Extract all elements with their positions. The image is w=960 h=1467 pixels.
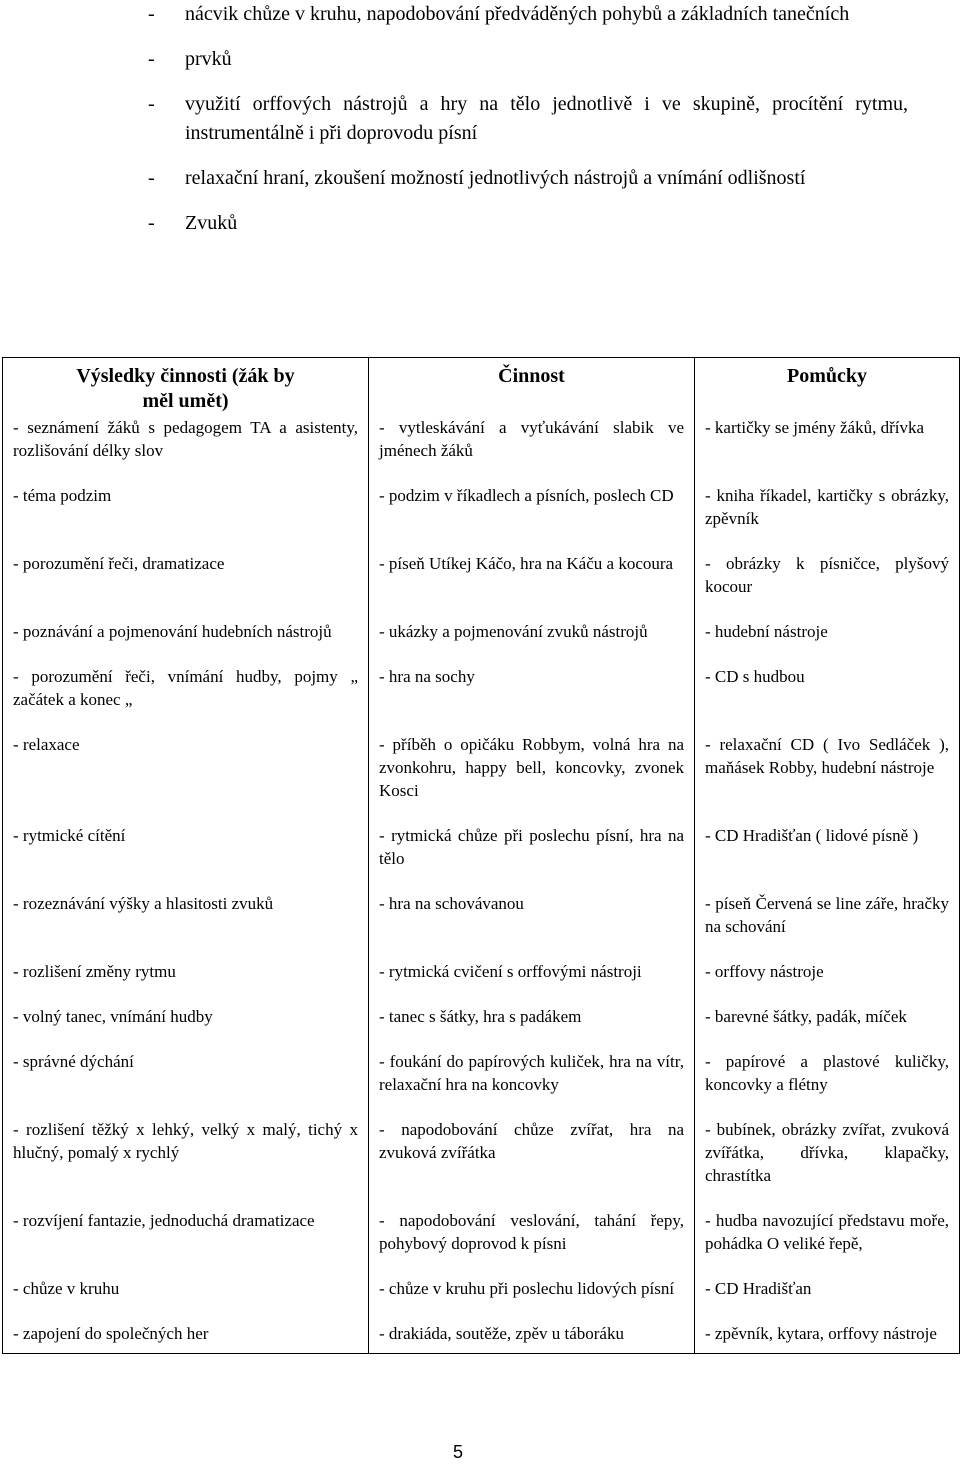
- bullet-item: [148, 209, 908, 238]
- table-row: [3, 484, 960, 552]
- cell-activity: - napodobování veslování, tahání řepy, pohybový doprovod k písni: [369, 1209, 695, 1277]
- cell-result: - zapojení do společných her: [3, 1322, 369, 1354]
- cell-aids: - zpěvník, kytara, orffovy nástroje: [695, 1322, 960, 1354]
- page-number: 5: [453, 1442, 464, 1462]
- table-row: [3, 620, 960, 665]
- cell-activity: - rytmická cvičení s orffovými nástroji: [369, 960, 695, 1005]
- cell-aids: - hudební nástroje: [695, 620, 960, 665]
- cell-activity: - rytmická chůze při poslechu písní, hra na tělo: [369, 824, 695, 892]
- cell-activity: - chůze v kruhu při poslechu lidových písní: [369, 1277, 695, 1322]
- table-header-row: [3, 358, 960, 415]
- cell-aids: - CD Hradišťan ( lidové písně ): [695, 824, 960, 892]
- table-row: [3, 1277, 960, 1322]
- bullet-item: [148, 0, 908, 29]
- bullet-dash: -: [148, 93, 155, 115]
- table-row: [3, 1050, 960, 1118]
- table-row: [3, 733, 960, 824]
- cell-result: - poznávání a pojmenování hudebních nástrojů: [3, 620, 369, 665]
- cell-result: - téma podzim: [3, 484, 369, 552]
- cell-activity: - vytleskávání a vyťukávání slabik ve jménech žáků: [369, 414, 695, 484]
- header-results: Výsledky činnosti (žák by měl umět): [3, 358, 369, 415]
- table-row: [3, 665, 960, 733]
- cell-activity: - podzim v říkadlech a písních, poslech CD: [369, 484, 695, 552]
- bullet-item: [148, 90, 908, 148]
- header-activity: Činnost: [369, 358, 695, 415]
- cell-result: - seznámení žáků s pedagogem TA a asistenty, rozlišování délky slov: [3, 414, 369, 484]
- cell-aids: - papírové a plastové kuličky, koncovky a flétny: [695, 1050, 960, 1118]
- cell-aids: - barevné šátky, padák, míček: [695, 1005, 960, 1050]
- cell-activity: - hra na schovávanou: [369, 892, 695, 960]
- header-aids: Pomůcky: [695, 358, 960, 415]
- table-row: [3, 1209, 960, 1277]
- cell-aids: - orffovy nástroje: [695, 960, 960, 1005]
- cell-result: - rozlišení změny rytmu: [3, 960, 369, 1005]
- bullet-item: [148, 164, 908, 193]
- cell-activity: - tanec s šátky, hra s padákem: [369, 1005, 695, 1050]
- cell-activity: - hra na sochy: [369, 665, 695, 733]
- table-row: [3, 1322, 960, 1354]
- cell-activity: - napodobování chůze zvířat, hra na zvuková zvířátka: [369, 1118, 695, 1209]
- cell-aids: - bubínek, obrázky zvířat, zvuková zvířátka, dřívka, klapačky, chrastítka: [695, 1118, 960, 1209]
- cell-aids: - relaxační CD ( Ivo Sedláček ), maňásek Robby, hudební nástroje: [695, 733, 960, 824]
- table-row: [3, 1118, 960, 1209]
- bullet-dash: -: [148, 212, 155, 234]
- table-row: [3, 1005, 960, 1050]
- bullet-text: relaxační hraní, zkoušení možností jednotlivých nástrojů a vnímání odlišností: [185, 167, 806, 189]
- cell-activity: - ukázky a pojmenování zvuků nástrojů: [369, 620, 695, 665]
- table-row: [3, 892, 960, 960]
- bullet-text: využití orffových nástrojů a hry na tělo jednotlivě i ve skupině, procítění rytmu, instrumentálně i při doprovodu písní: [185, 93, 908, 144]
- cell-result: - chůze v kruhu: [3, 1277, 369, 1322]
- cell-result: - správné dýchání: [3, 1050, 369, 1118]
- cell-result: - porozumění řeči, vnímání hudby, pojmy „ začátek a konec „: [3, 665, 369, 733]
- cell-result: - volný tanec, vnímání hudby: [3, 1005, 369, 1050]
- cell-result: - rozeznávání výšky a hlasitosti zvuků: [3, 892, 369, 960]
- activity-table: [2, 357, 960, 1354]
- table-row: [3, 960, 960, 1005]
- bullet-text: Zvuků: [185, 212, 238, 234]
- cell-aids: - kniha říkadel, kartičky s obrázky, zpěvník: [695, 484, 960, 552]
- cell-aids: - hudba navozující představu moře, pohádka O veliké řepě,: [695, 1209, 960, 1277]
- bullet-item: [148, 45, 908, 74]
- bullet-text: prvků: [185, 48, 232, 70]
- cell-aids: - CD Hradišťan: [695, 1277, 960, 1322]
- cell-result: - relaxace: [3, 733, 369, 824]
- table-row: [3, 414, 960, 484]
- table-row: [3, 552, 960, 620]
- cell-result: - rozvíjení fantazie, jednoduchá dramatizace: [3, 1209, 369, 1277]
- cell-aids: - píseň Červená se line záře, hračky na schování: [695, 892, 960, 960]
- cell-activity: - drakiáda, soutěže, zpěv u táboráku: [369, 1322, 695, 1354]
- bullet-dash: -: [148, 167, 155, 189]
- cell-aids: - kartičky se jmény žáků, dřívka: [695, 414, 960, 484]
- cell-result: - porozumění řeči, dramatizace: [3, 552, 369, 620]
- bullet-dash: -: [148, 48, 155, 70]
- bullet-list: [148, 0, 908, 254]
- cell-result: - rytmické cítění: [3, 824, 369, 892]
- table-row: [3, 824, 960, 892]
- cell-aids: - obrázky k písničce, plyšový kocour: [695, 552, 960, 620]
- cell-aids: - CD s hudbou: [695, 665, 960, 733]
- cell-activity: - píseň Utíkej Káčo, hra na Káču a kocoura: [369, 552, 695, 620]
- cell-activity: - foukání do papírových kuliček, hra na vítr, relaxační hra na koncovky: [369, 1050, 695, 1118]
- bullet-dash: -: [148, 3, 155, 25]
- cell-result: - rozlišení těžký x lehký, velký x malý, tichý x hlučný, pomalý x rychlý: [3, 1118, 369, 1209]
- bullet-text: nácvik chůze v kruhu, napodobování předváděných pohybů a základních tanečních: [185, 3, 850, 25]
- cell-activity: - příběh o opičáku Robbym, volná hra na zvonkohru, happy bell, koncovky, zvonek Kosci: [369, 733, 695, 824]
